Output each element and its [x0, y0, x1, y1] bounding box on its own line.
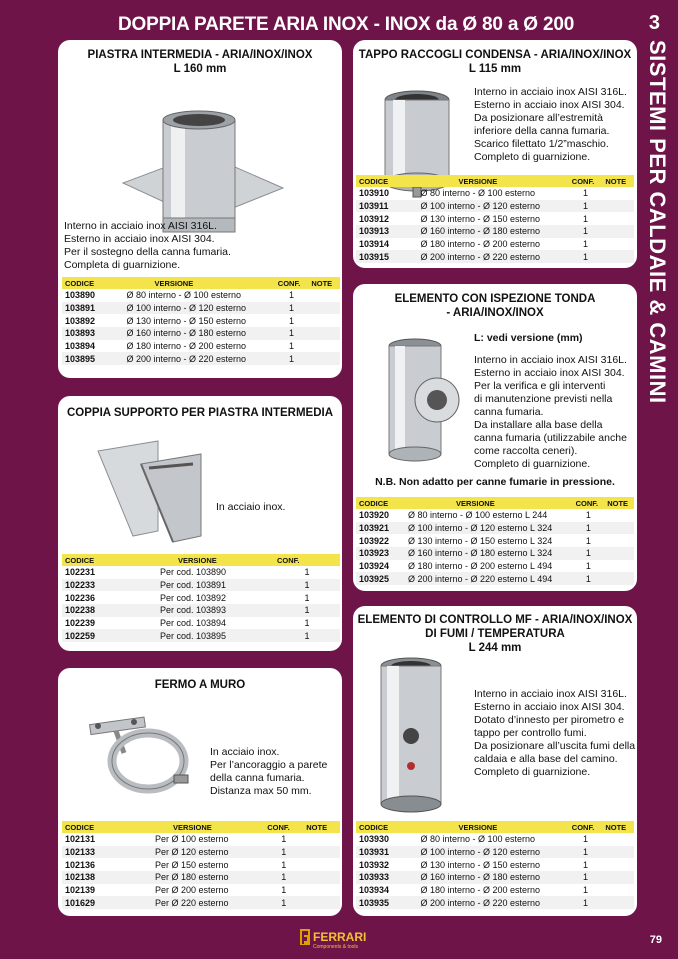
- table-row: 103935 Ø 200 interno - Ø 220 esterno 1: [356, 896, 634, 909]
- table-row: 103915 Ø 200 interno - Ø 220 esterno 1: [356, 250, 634, 263]
- table-row: 102136 Per Ø 150 esterno 1: [65, 859, 287, 870]
- card-coppia-supporto: [58, 396, 342, 651]
- page-number: 79: [649, 934, 662, 946]
- table-row: 102233 Per cod. 103891 1: [62, 579, 340, 592]
- table-row: 103895 Ø 200 interno - Ø 220 esterno 1: [62, 352, 340, 365]
- svg-text:Components & tools: Components & tools: [313, 944, 359, 949]
- product-image-control-element: [371, 656, 451, 816]
- side-section-label: SISTEMI PER CALDAIE & CAMINI: [645, 40, 670, 404]
- product-image-wall-clamp: [86, 703, 196, 798]
- table-row: 103892 Ø 130 interno - Ø 150 esterno 1: [65, 315, 295, 326]
- chapter-number: 3: [648, 12, 660, 34]
- ferrari-logo: [300, 927, 380, 949]
- table-row: 103925 Ø 200 interno - Ø 220 esterno L 494 1: [356, 572, 634, 585]
- card-title: TAPPO RACCOGLI CONDENSA - ARIA/INOX/INOX L 115 mm: [358, 49, 632, 75]
- table-row: 103924 Ø 180 interno - Ø 200 esterno L 494 1: [359, 561, 591, 572]
- col-versione: VERSIONE: [398, 175, 568, 187]
- table-row: 103914 Ø 180 interno - Ø 200 esterno 1: [359, 239, 589, 250]
- table-row: 103911 Ø 100 interno - Ø 120 esterno 1: [356, 200, 634, 213]
- col-codice: CODICE: [62, 554, 148, 566]
- col-note: NOTE: [308, 277, 340, 289]
- table-row: 103923 Ø 160 interno - Ø 180 esterno L 324 1: [356, 547, 634, 560]
- table-row: 103931 Ø 100 interno - Ø 120 esterno 1: [356, 846, 634, 859]
- table-row: 103893 Ø 160 interno - Ø 180 esterno 1: [62, 327, 340, 340]
- table-row: 103912 Ø 130 interno - Ø 150 esterno 1: [359, 213, 589, 224]
- card-title: FERMO A MURO: [154, 679, 246, 691]
- col-conf: CONF.: [275, 277, 309, 289]
- product-table: [62, 554, 340, 642]
- table-row: 102236 Per cod. 103892 1: [65, 592, 310, 603]
- table-row: 103910 Ø 80 interno - Ø 100 esterno 1: [359, 188, 589, 199]
- table-row: 101629 Per Ø 220 esterno 1: [62, 896, 340, 909]
- table-row: 103930 Ø 80 interno - Ø 100 esterno 1: [359, 834, 589, 845]
- col-codice: CODICE: [356, 497, 396, 509]
- table-row: 102131 Per Ø 100 esterno 1: [65, 834, 287, 845]
- col-versione: VERSIONE: [396, 497, 573, 509]
- col-note: NOTE: [602, 175, 634, 187]
- table-row: 103913 Ø 160 interno - Ø 180 esterno 1: [356, 225, 634, 238]
- product-description: Interno in acciaio inox AISI 316L. Esterno in acciaio inox AISI 304. Dotato d’innesto per pirometro e tappo per controllo fumi. Da posizionare all’uscita fumi della caldaia e alla base del camino. Completo di guarnizione.: [474, 688, 636, 778]
- col-codice: CODICE: [356, 175, 398, 187]
- card-fermo-muro: [58, 668, 342, 916]
- card-title: ELEMENTO CON ISPEZIONE TONDA - ARIA/INOX/INOX: [394, 293, 596, 319]
- col-conf: CONF.: [264, 821, 303, 833]
- product-table: [356, 497, 634, 585]
- col-versione: VERSIONE: [398, 821, 568, 833]
- card-elemento-ispezione: [353, 284, 637, 591]
- card-title: COPPIA SUPPORTO PER PIASTRA INTERMEDIA: [66, 407, 334, 419]
- table-row: 102239 Per cod. 103894 1: [65, 618, 310, 629]
- col-codice: CODICE: [62, 277, 104, 289]
- table-row: 103922 Ø 130 interno - Ø 150 esterno L 324 1: [359, 535, 591, 546]
- product-table: [356, 175, 634, 263]
- table-row: 103932 Ø 130 interno - Ø 150 esterno 1: [359, 859, 589, 870]
- product-description: Interno in acciaio inox AISI 316L. Esterno in acciaio inox AISI 304. Per il sostegno della canna fumaria. Completa di guarnizione.: [64, 220, 231, 271]
- table-row: 103891 Ø 100 interno - Ø 120 esterno 1: [62, 302, 340, 315]
- card-elemento-controllo: [353, 606, 637, 916]
- col-conf: CONF.: [569, 175, 603, 187]
- col-versione: VERSIONE: [104, 277, 274, 289]
- table-row: 102238 Per cod. 103893 1: [62, 604, 340, 617]
- table-row: 102133 Per Ø 120 esterno 1: [62, 846, 340, 859]
- card-title: PIASTRA INTERMEDIA - ARIA/INOX/INOX L 160 mm: [87, 49, 313, 75]
- card-piastra-intermedia: [58, 40, 342, 378]
- product-description: Interno in acciaio inox AISI 316L. Esterno in acciaio inox AISI 304. Per la verifica e gli interventi di manutenzione previsti nella canna fumaria. Da installare alla base della canna fumaria (utilizzabile anche come raccolta ceneri). Completo di guarnizione.: [474, 354, 627, 470]
- card-tappo-condensa: [353, 40, 637, 268]
- table-row: 103921 Ø 100 interno - Ø 120 esterno L 324 1: [356, 522, 634, 535]
- col-versione: VERSIONE: [143, 821, 264, 833]
- col-codice: CODICE: [62, 821, 143, 833]
- col-conf: CONF.: [573, 497, 605, 509]
- col-versione: VERSIONE: [148, 554, 274, 566]
- col-conf: CONF.: [274, 554, 340, 566]
- product-table: [62, 821, 340, 909]
- table-row: 103920 Ø 80 interno - Ø 100 esterno L 244 1: [359, 510, 591, 521]
- table-row: 103890 Ø 80 interno - Ø 100 esterno 1: [65, 290, 295, 301]
- product-note: N.B. Non adatto per canne fumarie in pressione.: [375, 476, 615, 488]
- product-image-brackets: [93, 436, 218, 546]
- product-table: [62, 277, 340, 365]
- col-note: NOTE: [604, 497, 634, 509]
- col-note: NOTE: [303, 821, 340, 833]
- svg-text:FERRARI: FERRARI: [313, 930, 367, 944]
- table-row: 102231 Per cod. 103890 1: [65, 567, 310, 578]
- table-row: 103894 Ø 180 interno - Ø 200 esterno 1: [65, 341, 295, 352]
- col-note: NOTE: [602, 821, 634, 833]
- col-conf: CONF.: [569, 821, 603, 833]
- table-row: 103934 Ø 180 interno - Ø 200 esterno 1: [359, 885, 589, 896]
- page-header-title: DOPPIA PARETE ARIA INOX - INOX da Ø 80 a Ø 200: [118, 14, 575, 35]
- card-title: ELEMENTO DI CONTROLLO MF - ARIA/INOX/INOX DI FUMI / TEMPERATURA L 244 mm: [357, 614, 633, 654]
- product-subtitle: L: vedi versione (mm): [474, 332, 583, 344]
- table-row: 103933 Ø 160 interno - Ø 180 esterno 1: [356, 871, 634, 884]
- product-description: Interno in acciaio inox AISI 316L. Esterno in acciaio inox AISI 304. Da posizionare all’estremità inferiore della canna fumaria. Scarico filettato 1/2”maschio. Completo di guarnizione.: [474, 86, 627, 163]
- product-image-inspection: [375, 336, 465, 466]
- product-table: [356, 821, 634, 909]
- table-row: 102259 Per cod. 103895 1: [62, 629, 340, 642]
- col-codice: CODICE: [356, 821, 398, 833]
- table-row: 102139 Per Ø 200 esterno 1: [65, 885, 287, 896]
- table-row: 102138 Per Ø 180 esterno 1: [62, 871, 340, 884]
- product-description: In acciaio inox.: [216, 501, 286, 513]
- product-description: In acciaio inox. Per l’ancoraggio a parete della canna fumaria. Distanza max 50 mm.: [210, 746, 328, 797]
